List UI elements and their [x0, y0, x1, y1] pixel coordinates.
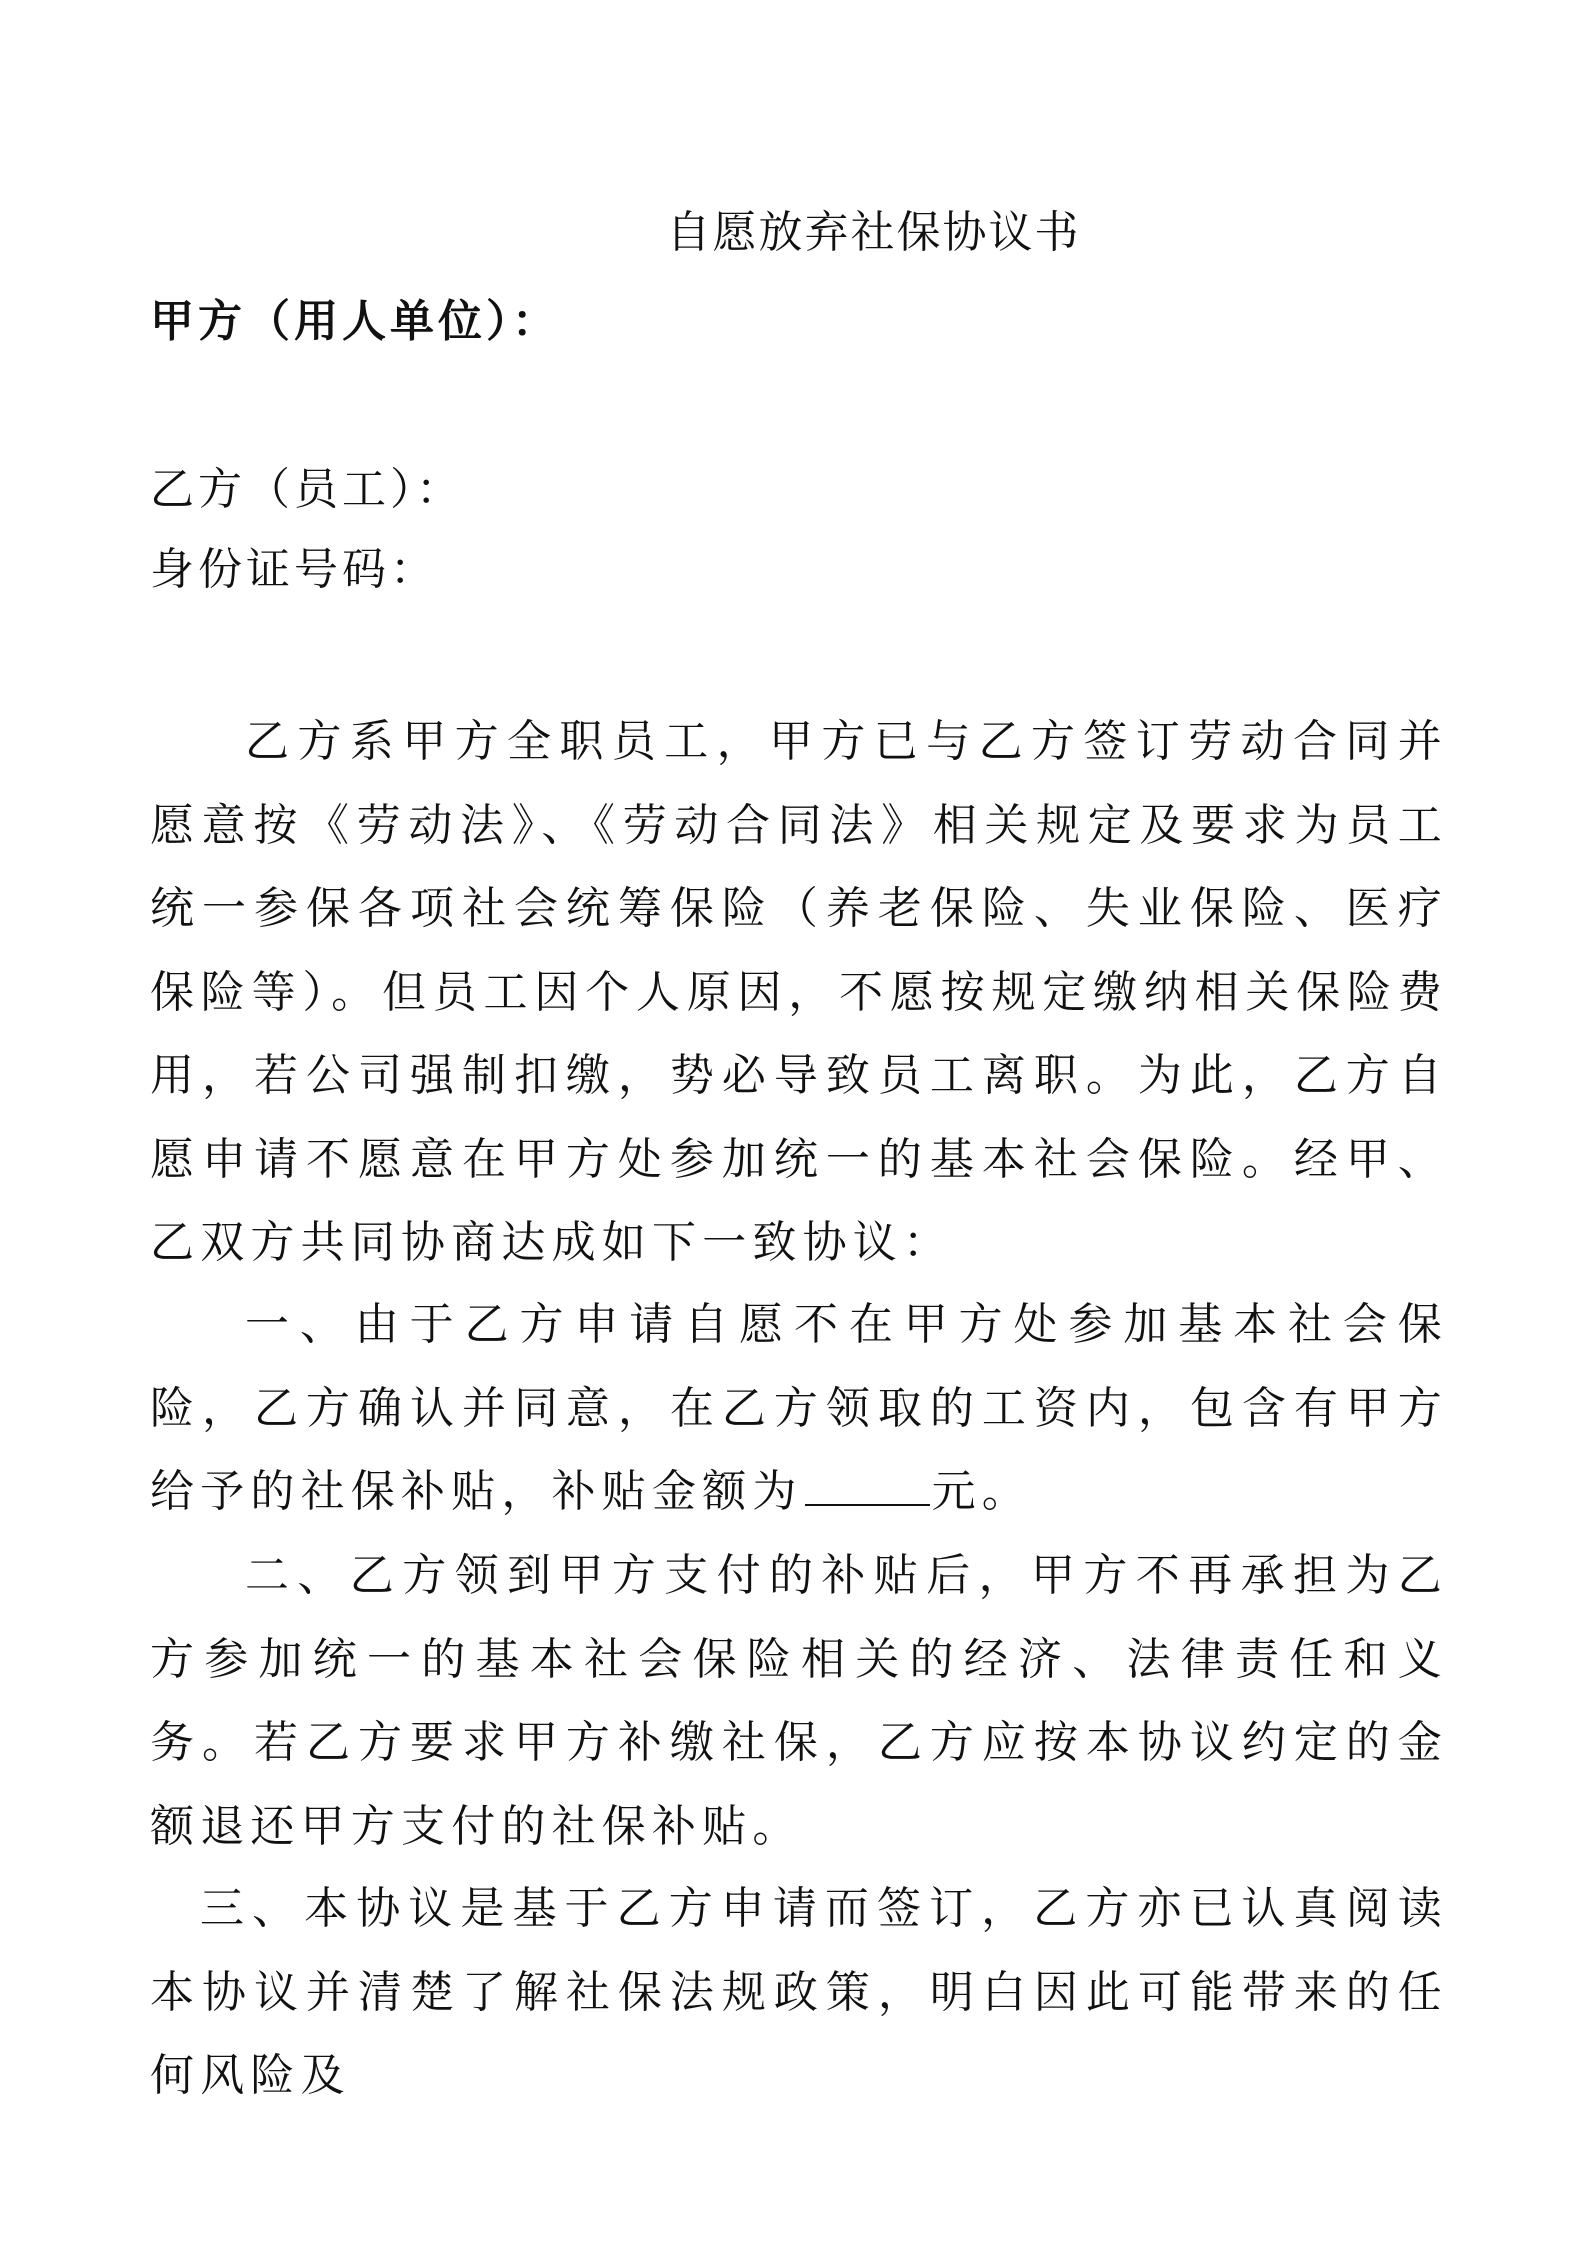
- intro-paragraph: 乙方系甲方全职员工，甲方已与乙方签订劳动合同并愿意按《劳动法》、《劳动合同法》相关规定及要求为员工统一参保各项社会统筹保险（养老保险、失业保险、医疗保险等）。但员工因个人原因，不愿按规定缴纳相关保险费用，若公司强制扣缴，势必导致员工离职。为此，乙方自愿申请不愿意在甲方处参加统一的基本社会保险。经甲、乙双方共同协商达成如下一致协议：: [150, 716, 1448, 1268]
- party-a-label: 甲方（用人单位）：: [150, 296, 560, 347]
- clause-1-suffix: 元。: [931, 1466, 1033, 1517]
- party-b-label: 乙方（员工）：: [150, 464, 464, 515]
- clause-1-text: 一、由于乙方申请自愿不在甲方处参加基本社会保险，乙方确认并同意，在乙方领取的工资内，包含有甲方给予的社保补贴，补贴金额为: [150, 1299, 1448, 1517]
- clause-1-paragraph: [150, 1283, 1448, 1534]
- document-title: 自愿放弃社保协议书: [666, 207, 1081, 258]
- clause-3-paragraph: 三、本协议是基于乙方申请而签订，乙方亦已认真阅读本协议并清楚了解社保法规政策，明白因此可能带来的任何风险及: [150, 1883, 1448, 2101]
- id-number-label: 身份证号码：: [150, 544, 438, 595]
- subsidy-amount-blank: [805, 1464, 930, 1506]
- clause-2-paragraph: 二、乙方领到甲方支付的补贴后，甲方不再承担为乙方参加统一的基本社会保险相关的经济、法律责任和义务。若乙方要求甲方补缴社保，乙方应按本协议约定的金额退还甲方支付的社保补贴。: [150, 1550, 1448, 1852]
